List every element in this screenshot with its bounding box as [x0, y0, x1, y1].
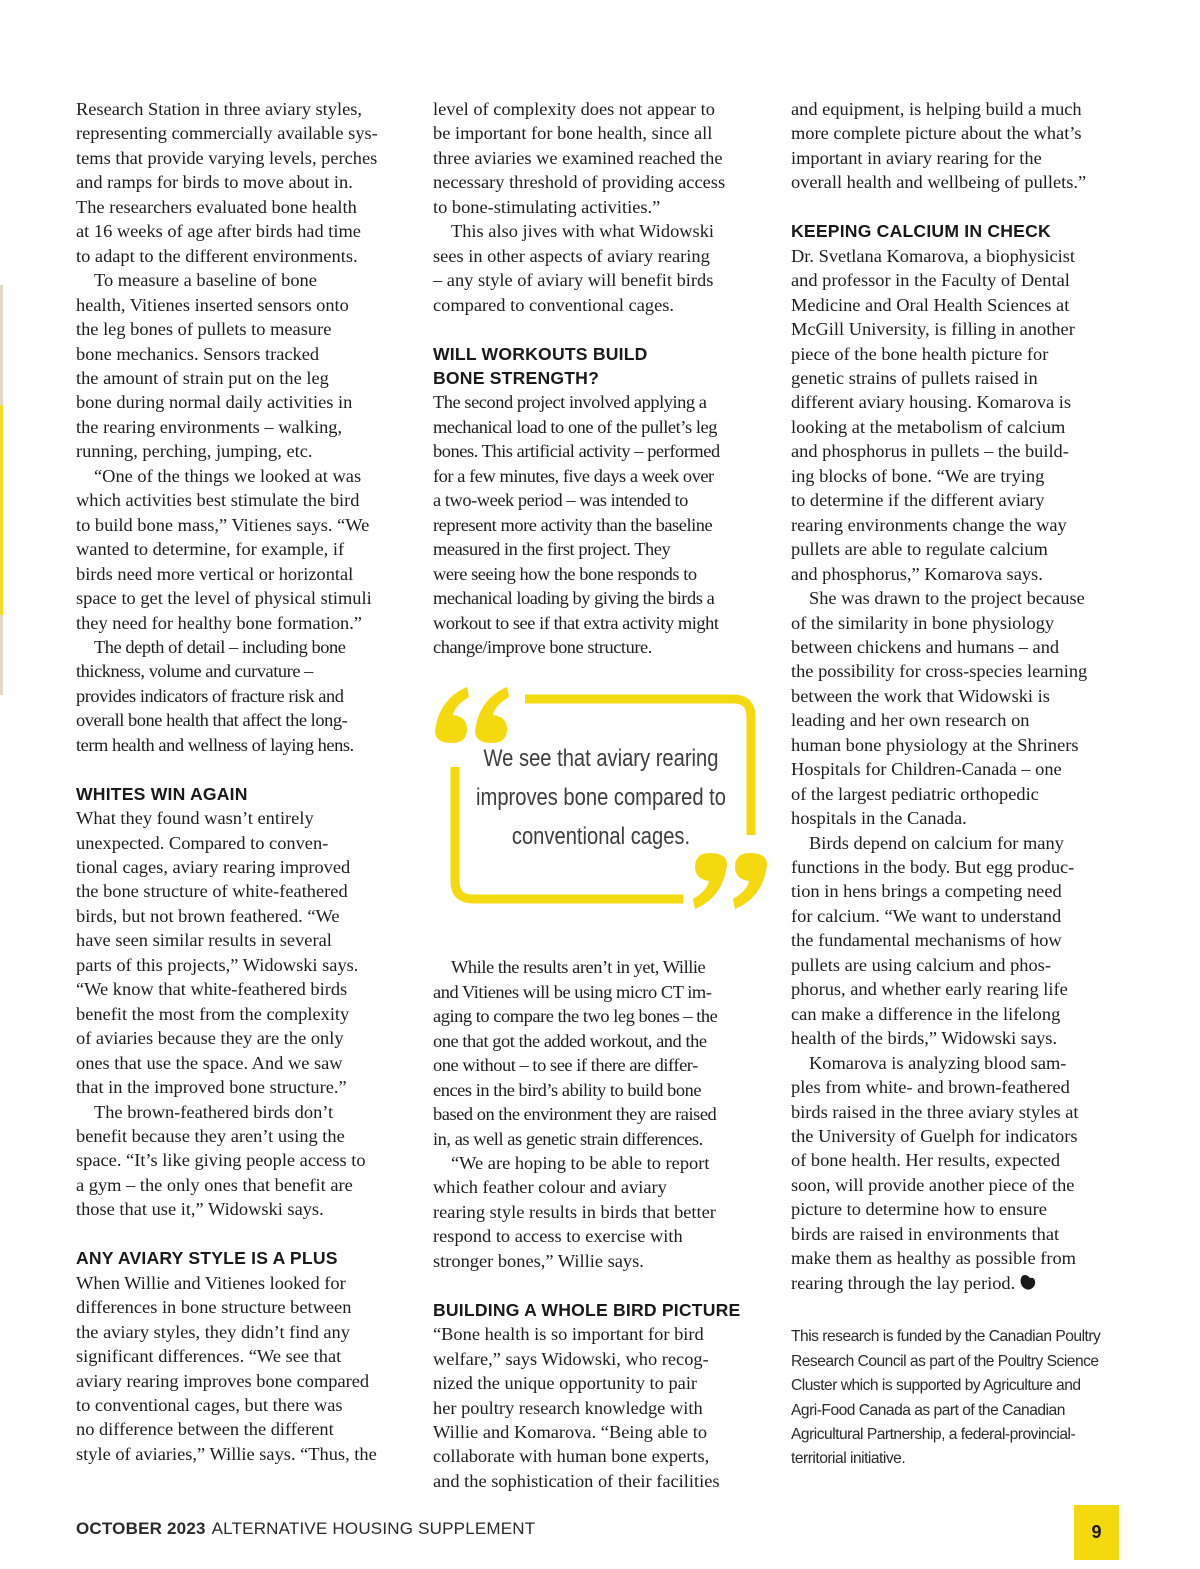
page-number	[1074, 1505, 1119, 1560]
paragraph: The brown-feathered birds don’t benefit because they aren’t using the space. “It’s like giving people access to a gym – the only ones that benefit are those that use it,” Widowski says.	[76, 1101, 366, 1220]
paragraph-text: Komarova is analyzing blood sam- ples from white- and brown-feathered birds raised in the three aviary styles at the University of Guelph for indicators of bone health. Her results, expected soon, will provide another piece of the picture to determine how to ensure birds are raised in environments that make them as healthy as possible from rearing through the lay period.	[791, 1052, 1079, 1293]
section-heading-whole-bird-picture: BUILDING A WHOLE BIRD PICTURE	[433, 1299, 741, 1320]
paragraph: This also jives with what Widowski sees in other aspects of aviary rearing – any style of aviary will benefit birds compared to conventional cages.	[433, 221, 715, 315]
section-heading-will-workouts: WILL WORKOUTS BUILD BONE STRENGTH?	[433, 343, 648, 388]
paragraph: The second project involved applying a mechanical load to one of the pullet’s leg bones. This artificial activity – performed for a few minutes, five days a week over a two-week period – was intended to represent more activity than the baseline measured in the first project. They were seeing how the bone responds to mechanical loading by giving the birds a workout to see if that extra activity might change/improve bone structure.	[433, 392, 720, 657]
paragraph: “Bone health is so important for bird welfare,” says Widowski, who recog- nized the unique opportunity to pair her poultry research knowledge with Willie and Komarova. “Being able to collaborate with human bone experts, and the sophistication of their facilities	[433, 1324, 720, 1491]
edge-color-tab	[0, 405, 3, 615]
paragraph-final	[791, 1051, 1129, 1296]
section-heading-keeping-calcium: KEEPING CALCIUM IN CHECK	[791, 221, 1051, 242]
paragraph: While the results aren’t in yet, Willie and Vitienes will be using micro CT im- aging to compare the two leg bones – the one that got the added workout, and the one without – to see if there are differ- ences in the bird’s ability to build bone based on the environment they are raised in, as well as genetic strain differences.	[433, 957, 718, 1149]
article-column-3	[791, 97, 1129, 1472]
section-heading-any-aviary-style: ANY AVIARY STYLE IS A PLUS	[76, 1248, 338, 1269]
article-column-1	[76, 97, 414, 1466]
page-number-text: 9	[1091, 1522, 1102, 1542]
paragraph: Birds depend on calcium for many functions in the body. But egg produc- tion in hens brings a competing need for calcium. “We want to understand the fundamental mechanisms of how pullets are using calcium and phos- phorus, and whether early rearing life can make a difference in the lifelong health of the birds,” Widowski says.	[791, 832, 1075, 1049]
paragraph: Research Station in three aviary styles, representing commercially available sys- tems that provide varying levels, perches and ramps for birds to move about in. The researchers evaluated bone health at 16 weeks of age after birds had time to adapt to the different environments.	[76, 99, 378, 266]
page-footer	[76, 1519, 535, 1539]
publication-name: ALTERNATIVE HOUSING SUPPLEMENT	[211, 1519, 536, 1538]
paragraph: “We are hoping to be able to report which feather colour and aviary rearing style results in birds that better respond to access to exercise with stronger bones,” Willie says.	[433, 1153, 716, 1271]
funding-note: This research is funded by the Canadian Poultry Research Council as part of the Poultry Science Cluster which is supported by Agriculture and Agri-Food Canada as part of the Canadian Agricultural Partnership, a federal-provincial- territorial initiative.	[791, 1328, 1101, 1468]
pull-quote	[433, 685, 771, 925]
edge-color-tab	[0, 285, 3, 405]
paragraph: The depth of detail – including bone thickness, volume and curvature – provides indicators of fracture risk and overall bone health that affect the long- term health and wellness of laying hens.	[76, 636, 354, 755]
open-quote-icon	[435, 687, 509, 743]
edge-color-tab	[0, 615, 3, 695]
paragraph: When Willie and Vitienes looked for differences in bone structure between the aviary styles, they didn’t find any significant differences. “We see that aviary rearing improves bone compared to conventional cages, but there was no difference between the different style of aviaries,” Willie says. “Thus, the	[76, 1272, 377, 1464]
paragraph: To measure a baseline of bone health, Vitienes inserted sensors onto the leg bones of pullets to measure bone mechanics. Sensors tracked the amount of strain put on the leg bone during normal daily activities in the rearing environments – walking, running, perching, jumping, etc.	[76, 270, 353, 462]
paragraph: She was drawn to the project because of the similarity in bone physiology between chickens and humans – and the possibility for cross-species learning between the work that Widowski is leading and her own research on human bone physiology at the Shriners Hospitals for Children-Canada – one of the largest pediatric orthopedic hospitals in the Canada.	[791, 588, 1088, 829]
paragraph: Dr. Svetlana Komarova, a biophysicist and professor in the Faculty of Dental Medicine and Oral Health Sciences at McGill University, is filling in another piece of the bone health picture for genetic strains of pullets raised in different aviary housing. Komarova is looking at the metabolism of calcium and phosphorus in pullets – the build- ing blocks of bone. “We are trying to determine if the different aviary rearing environments change the way pullets are able to regulate calcium and phosphorus,” Komarova says.	[791, 245, 1075, 584]
paragraph: and equipment, is helping build a much more complete picture about the what’s important in aviary rearing for the overall health and wellbeing of pullets.”	[791, 99, 1087, 193]
pull-quote-text: We see that aviary rearing improves bone compared to conventional cages.	[476, 745, 726, 851]
paragraph: What they found wasn’t entirely unexpected. Compared to conven- tional cages, aviary rearing improved the bone structure of white-feathered birds, but not brown feathered. “We have seen similar results in several parts of this projects,” Widowski says. “We know that white-feathered birds benefit the most from the complexity of aviaries because they are the only ones that use the space. And we saw that in the improved bone structure.”	[76, 808, 359, 1098]
article-column-2	[433, 97, 771, 1493]
close-quote-icon	[693, 853, 767, 909]
section-heading-whites-win-again: WHITES WIN AGAIN	[76, 783, 248, 804]
issue-date: OCTOBER 2023	[76, 1519, 206, 1538]
paragraph: level of complexity does not appear to be important for bone health, since all three aviaries we examined reached the necessary threshold of providing access to bone-stimulating activities.”	[433, 99, 726, 217]
end-mark-icon	[1019, 1275, 1036, 1291]
paragraph: “One of the things we looked at was which activities best stimulate the bird to build bone mass,” Vitienes says. “We wanted to determine, for example, if birds need more vertical or horizontal space to get the level of physical stimuli they need for healthy bone formation.”	[76, 465, 372, 633]
